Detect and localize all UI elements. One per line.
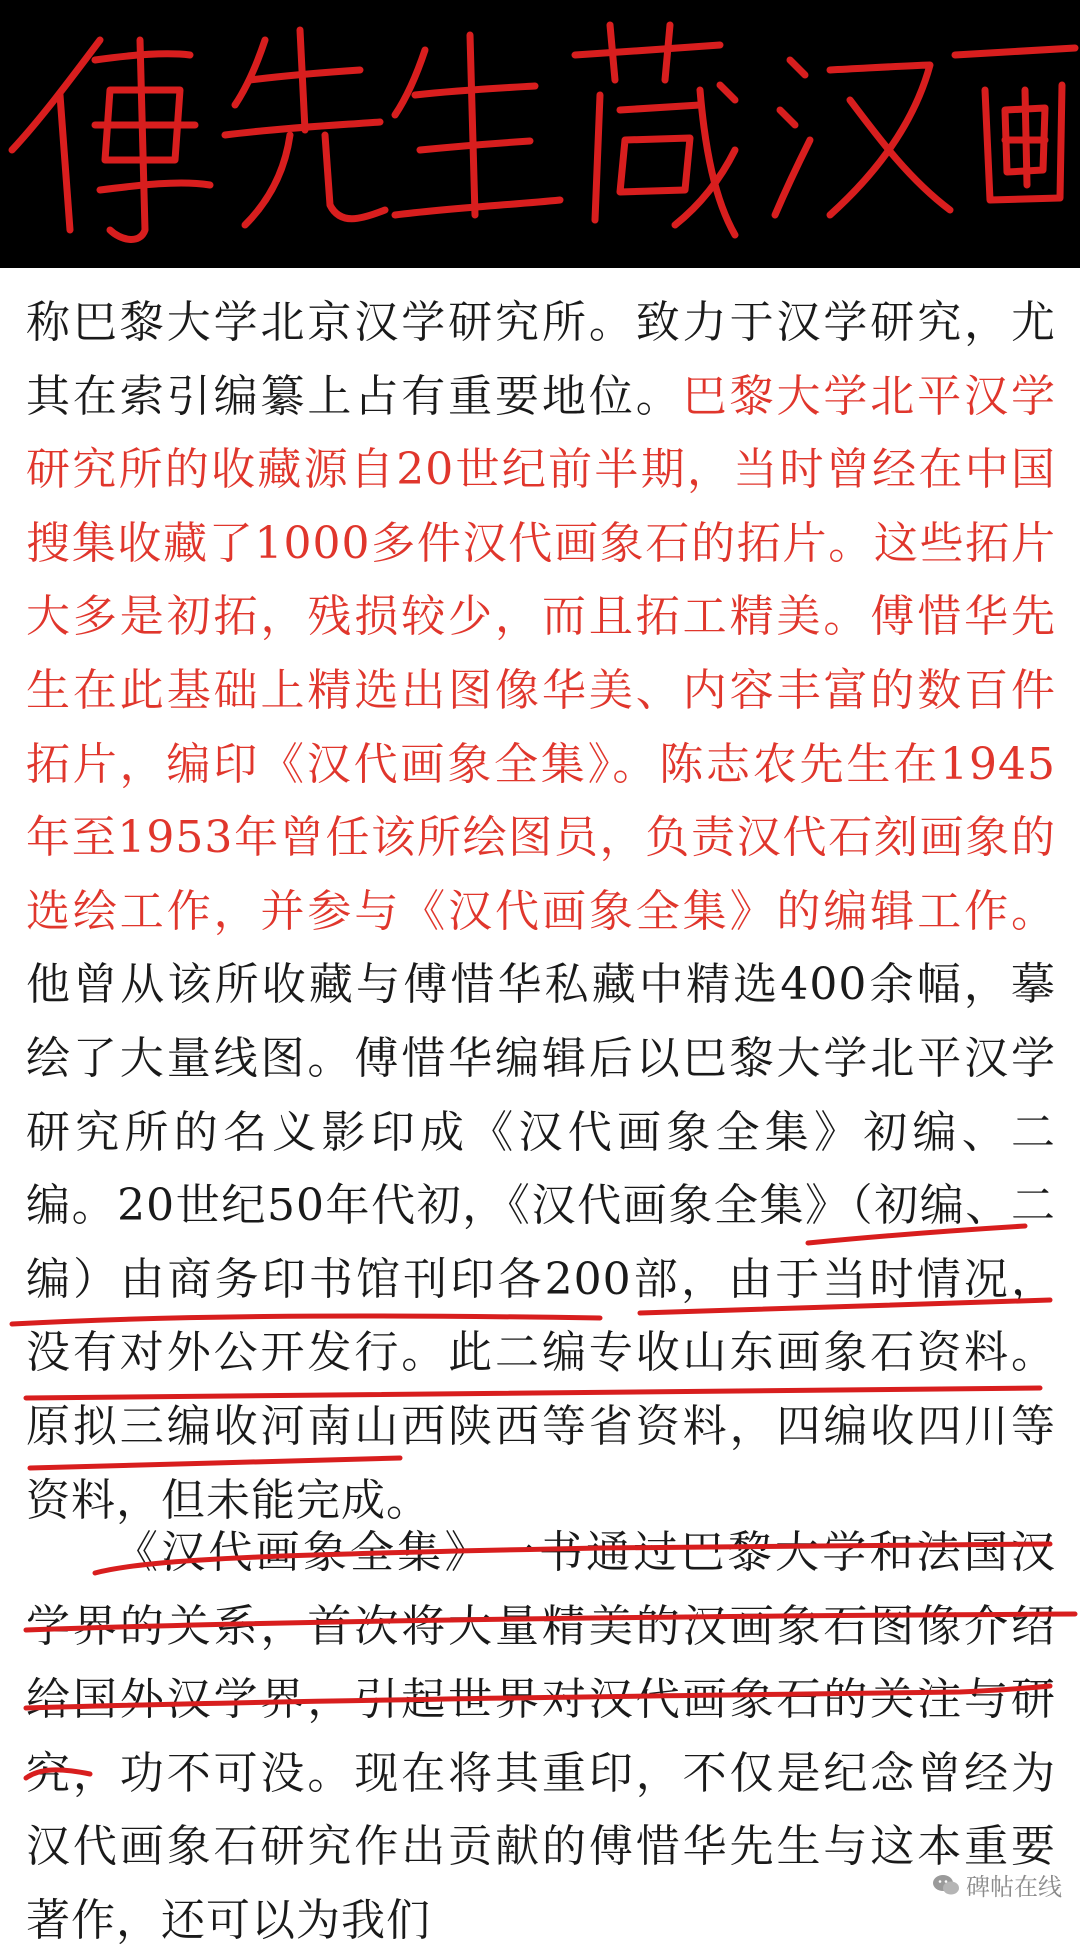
- handwritten-title-strokes: [0, 0, 1080, 268]
- paragraph-1: [26, 286, 1056, 1537]
- paragraph-1-rest: 他曾从该所收藏与傅惜华私藏中精选400余幅，摹绘了大量线图。傅惜华编辑后以巴黎大学北平汉学研究所的名义影印成《汉代画象全集》初编、二编。20世纪50年代初，《汉代画象全集》（初编、二编）由商务印书馆刊印各200部，由于当时情况，没有对外公开发行。此二编专收山东画象石资料。原拟三编收河南山西陕西等省资料，四编收四川等资料，但未能完成。: [26, 959, 1056, 1526]
- paragraph-2-text: 《汉代画象全集》一书通过巴黎大学和法国汉学界的关系，首次将大量精美的汉画象石图像介绍给国外汉学界，引起世界对汉代画象石的关注与研究，功不可没。现在将其重印，不仅是纪念曾经为汉代画象石研究作出贡献的傅惜华先生与这本重要著作，还可以为我们: [26, 1527, 1056, 1946]
- document-page: [0, 268, 1080, 1946]
- source-watermark: [932, 1867, 1062, 1902]
- paragraph-1-red-highlight: 巴黎大学北平汉学研究所的收藏源自20世纪前半期，当时曾经在中国搜集收藏了1000多件汉代画象石的拓片。这些拓片大多是初拓，残损较少，而且拓工精美。傅惜华先生在此基础上精选出图像华美、内容丰富的数百件拓片，编印《汉代画象全集》。陈志农先生在1945年至1953年曾任该所绘图员，负责汉代石刻画象的选绘工作，并参与《汉代画象全集》的编辑工作。: [26, 370, 1057, 937]
- paragraph-1-lead: 称巴黎大学北京汉学研究所。致力于汉学研究，尤其在索引编纂上占有重要地位。: [26, 297, 1056, 422]
- handwritten-title-banner: [0, 0, 1080, 268]
- paragraph-2: [26, 1516, 1056, 1958]
- wechat-icon: [932, 1873, 960, 1897]
- watermark-text: 碑帖在线: [966, 1873, 1062, 1901]
